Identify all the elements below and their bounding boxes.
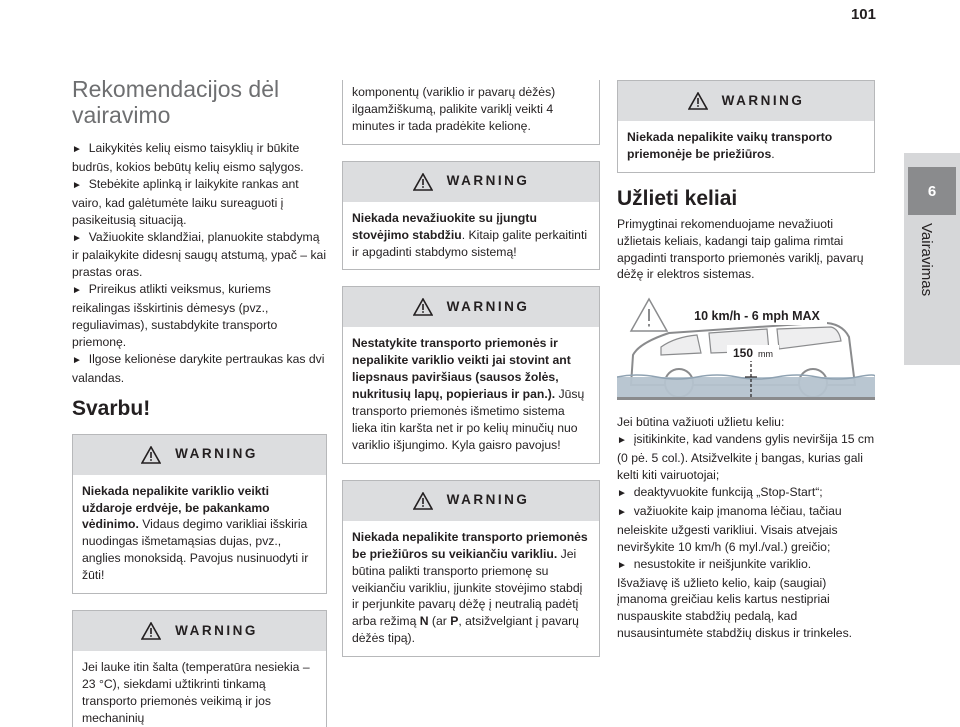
page-number: 101	[850, 6, 876, 23]
water-depth-value: 150	[733, 346, 754, 361]
section-title-important: Svarbu!	[72, 396, 151, 420]
warning-body: Niekada nepalikite variklio veikti uždaroje erdvėje, be pakankamo vėdinimo. Vidaus degimo varikliai išskiria nuodingas išmetamąsias dujas, pvz., anglies monoksidą. Pavojus nusinuodyti ir žūti!	[82, 483, 309, 583]
speed-limit-label: 10 km/h - 6 mph MAX	[694, 309, 820, 324]
flood-lead: Jei būtina važiuoti užlietu keliu:	[617, 415, 785, 430]
bullet-arrow-icon: ►	[617, 559, 627, 571]
bullet-arrow-icon: ►	[72, 354, 82, 366]
warning-box	[342, 480, 600, 657]
warning-header	[73, 435, 326, 475]
bullet-arrow-icon: ►	[72, 144, 82, 155]
warning-body: Niekada nevažiuokite su įjungtu stovėjimo stabdžiu. Kitaip galite perkaitinti ir apgadinti stabdymo sistemą!	[352, 210, 588, 259]
bullet-item: ► nesustokite ir neišjunkite variklio.	[617, 556, 812, 571]
flooded-road-illustration	[617, 293, 875, 405]
flood-outro: Išvažiavę iš užlieto kelio, kaip (saugiai) įmanoma greičiau kelis kartus nestipriai nuspauskite stabdžių pedalą, kad nusausintumėte stabdžių diskus ir trinkeles.	[617, 575, 853, 641]
warning-box	[72, 434, 327, 594]
water-depth-unit: mm	[758, 349, 773, 360]
warning-triangle-icon	[413, 298, 433, 316]
warning-title: WARNING	[446, 298, 530, 314]
bullet-arrow-icon: ►	[72, 232, 82, 244]
column-3	[617, 70, 875, 642]
warning-triangle-icon	[413, 173, 433, 191]
column-2	[342, 80, 600, 657]
bullet-item: ► deaktyvuokite funkciją „Stop-Start“;	[617, 484, 823, 499]
warning-title: WARNING	[446, 173, 530, 189]
warning-triangle-icon	[141, 622, 161, 640]
bullet-item: ► Važiuokite sklandžiai, planuokite stabdymą ir palaikykite didesnį saugų atstumą, ypač – kai prastas oras.	[72, 229, 327, 280]
warning-body: Niekada nepalikite vaikų transporto priemonėje be priežiūros.	[627, 130, 833, 161]
bullet-arrow-icon: ►	[617, 487, 627, 499]
warning-box	[342, 286, 600, 463]
warning-header	[73, 611, 326, 651]
section-title-flooded-roads: Užlieti keliai	[617, 186, 738, 210]
warning-triangle-icon	[688, 92, 708, 110]
warning-title: WARNING	[175, 622, 258, 638]
chapter-tab[interactable]	[904, 153, 960, 365]
warning-box	[72, 610, 327, 727]
bullet-item: ► važiuokite kaip įmanoma lėčiau, tačiau neleiskite užgesti varikliui. Visais atvejais neviršykite 10 km/h (6 myl./val.) greičio;	[617, 503, 842, 554]
bullet-arrow-icon: ►	[617, 506, 627, 518]
warning-body: Jei lauke itin šalta (temperatūra nesiekia –23 °C), siekdami užtikrinti tinkamą transporto priemonės veikimą ir jos mechaninių	[82, 660, 310, 725]
warning-title: WARNING	[446, 492, 530, 508]
warning-header	[343, 287, 599, 327]
warning-body: komponentų (variklio ir pavarų dėžės) ilgaamžiškumą, palikite variklį veikti 4 minutes ir tada pradėkite kelionę.	[352, 85, 556, 133]
section-title-driving-recommendations: Rekomendacijos dėl vairavimo	[72, 76, 280, 128]
chapter-title: Vairavimas	[918, 223, 935, 297]
bullet-arrow-icon: ►	[617, 435, 627, 447]
warning-box	[342, 161, 600, 271]
chapter-number: 6	[908, 167, 956, 215]
bullet-item: ► Laikykitės kelių eismo taisyklių ir būkite budrūs, kokios bebūtų kelių eismo sąlygos.	[72, 141, 304, 174]
warning-triangle-icon	[631, 299, 667, 331]
warning-header	[343, 481, 599, 521]
warning-title: WARNING	[721, 92, 805, 108]
column-1	[72, 76, 327, 727]
bullet-item: ► Ilgose kelionėse darykite pertraukas kas dvi valandas.	[72, 351, 325, 385]
water-level	[617, 377, 875, 397]
warning-box	[617, 80, 875, 173]
bullet-item: ► Stebėkite aplinką ir laikykite rankas ant vairo, kad galėtumėte laiku sureaguoti į pasikeitusią situaciją.	[72, 176, 299, 227]
warning-header	[343, 162, 599, 202]
warning-header	[618, 81, 874, 121]
warning-triangle-icon	[413, 492, 433, 510]
flood-intro: Primygtinai rekomenduojame nevažiuoti užlietais keliais, kadangi taip galima rimtai apgadinti transporto priemonės variklį, pavarų dėžę ir elektros sistemas.	[617, 216, 864, 282]
bullet-item: ► įsitikinkite, kad vandens gylis neviršija 15 cm (0 pė. 5 col.). Atsižvelkite į bangas, kurias gali kelti kiti vairuotojai;	[617, 432, 875, 483]
warning-triangle-icon	[141, 446, 161, 464]
warning-title: WARNING	[175, 446, 258, 462]
warning-box-continued	[342, 80, 600, 145]
road-surface	[617, 397, 875, 400]
bullet-arrow-icon: ►	[72, 179, 82, 191]
warning-body: Nestatykite transporto priemonės ir nepalikite variklio veikti jai stovint ant liepsnaus paviršiaus (sausos žolės, nukritusių lapų, popieriaus ir pan.). Jūsų transporto priemonės išmetimo sistema lieka itin karšta net ir po kelių minučių nuo variklio išjungimo. Kyla gaisro pavojus!	[352, 336, 585, 452]
bullet-item: ► Prireikus atlikti veiksmus, kuriems reikalingas išskirtinis dėmesys (pvz., reguliavimas), sustabdykite transporto priemonę.	[72, 282, 278, 349]
bullet-arrow-icon: ►	[72, 285, 82, 297]
warning-body: Niekada nepalikite transporto priemonės be priežiūros su veikiančiu varikliu. Jei būtina palikti transporto priemonę su veikiančiu varikliu, įjunkite stovėjimo stabdį ir perjunkite pavarų dėžę į neutralią padėtį arba režimą N (ar P, atsižvelgiant į pavarų dėžės tipą).	[352, 529, 588, 646]
